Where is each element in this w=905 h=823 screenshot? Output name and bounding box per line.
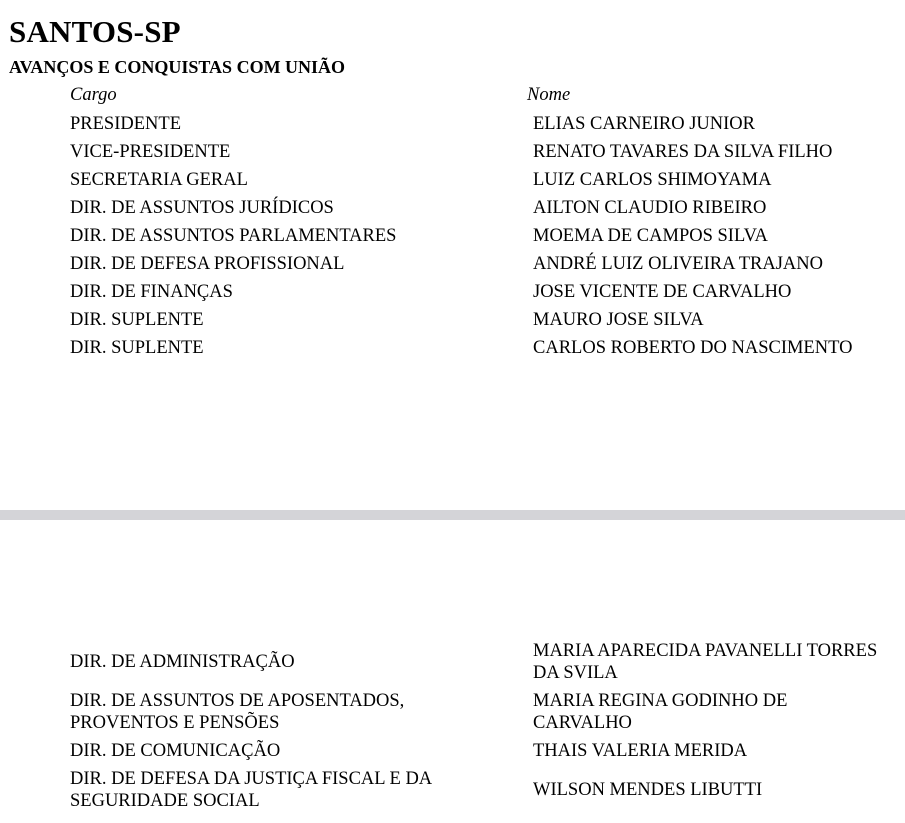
- table-row: [0, 334, 905, 362]
- cargo-cell: DIR. DE ASSUNTOS PARLAMENTARES: [70, 226, 397, 246]
- column-header-nome: Nome: [527, 85, 571, 105]
- column-header-cargo: Cargo: [70, 85, 117, 105]
- nome-cell: WILSON MENDES LIBUTTI: [533, 780, 763, 800]
- table-row: [0, 138, 905, 166]
- nome-cell: ANDRÉ LUIZ OLIVEIRA TRAJANO: [533, 254, 823, 274]
- table-row: [0, 250, 905, 278]
- nome-cell: MOEMA DE CAMPOS SILVA: [533, 226, 768, 246]
- nome-cell: LUIZ CARLOS SHIMOYAMA: [533, 170, 772, 190]
- table-row: [0, 768, 905, 812]
- nome-cell: ELIAS CARNEIRO JUNIOR: [533, 114, 755, 134]
- nome-cell: JOSE VICENTE DE CARVALHO: [533, 282, 792, 302]
- page-separator: [0, 510, 905, 520]
- nome-cell: MARIA REGINA GODINHO DE CARVALHO: [533, 691, 788, 733]
- cargo-cell: DIR. SUPLENTE: [70, 310, 204, 330]
- nome-cell: RENATO TAVARES DA SILVA FILHO: [533, 142, 833, 162]
- cargo-cell: SECRETARIA GERAL: [70, 170, 248, 190]
- cargo-cell: DIR. DE ASSUNTOS DE APOSENTADOS, PROVENTOS E PENSÕES: [70, 691, 405, 733]
- nome-cell: MAURO JOSE SILVA: [533, 310, 704, 330]
- table-row: [0, 166, 905, 194]
- cargo-cell: DIR. SUPLENTE: [70, 338, 204, 358]
- page-subtitle: AVANÇOS E CONQUISTAS COM UNIÃO: [9, 57, 346, 77]
- cargo-cell: DIR. DE DEFESA DA JUSTIÇA FISCAL E DA SEGURIDADE SOCIAL: [70, 769, 432, 811]
- nome-cell: CARLOS ROBERTO DO NASCIMENTO: [533, 338, 853, 358]
- document-page-2: [0, 520, 905, 823]
- table-row: [0, 640, 905, 684]
- nome-cell: THAIS VALERIA MERIDA: [533, 741, 748, 761]
- page-title: SANTOS-SP: [9, 14, 181, 49]
- table-row: [0, 222, 905, 250]
- board-table-part-1: [0, 110, 905, 362]
- cargo-cell: PRESIDENTE: [70, 114, 181, 134]
- cargo-cell: DIR. DE ADMINISTRAÇÃO: [70, 652, 295, 672]
- table-row: [0, 278, 905, 306]
- cargo-cell: DIR. DE COMUNICAÇÃO: [70, 741, 281, 761]
- cargo-cell: VICE-PRESIDENTE: [70, 142, 231, 162]
- cargo-cell: DIR. DE ASSUNTOS JURÍDICOS: [70, 198, 334, 218]
- table-row: [0, 690, 905, 734]
- table-row: [0, 110, 905, 138]
- cargo-cell: DIR. DE FINANÇAS: [70, 282, 233, 302]
- table-row: [0, 306, 905, 334]
- nome-cell: MARIA APARECIDA PAVANELLI TORRES DA SVILA: [533, 641, 878, 683]
- board-table-part-2: [0, 640, 905, 818]
- table-row: [0, 740, 905, 762]
- cargo-cell: DIR. DE DEFESA PROFISSIONAL: [70, 254, 345, 274]
- table-row: [0, 194, 905, 222]
- nome-cell: AILTON CLAUDIO RIBEIRO: [533, 198, 767, 218]
